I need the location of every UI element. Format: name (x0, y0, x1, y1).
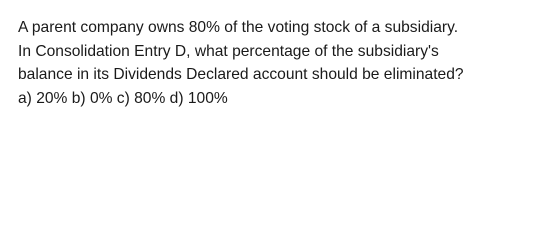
question-text (18, 16, 540, 110)
question-line-2: In Consolidation Entry D, what percentage of the subsidiary's (18, 42, 439, 60)
question-line-3: balance in its Dividends Declared account should be eliminated? (18, 66, 464, 83)
answer-options: a) 20% b) 0% c) 80% d) 100% (18, 89, 228, 107)
question-line-1: A parent company owns 80% of the voting stock of a subsidiary. (18, 19, 459, 36)
